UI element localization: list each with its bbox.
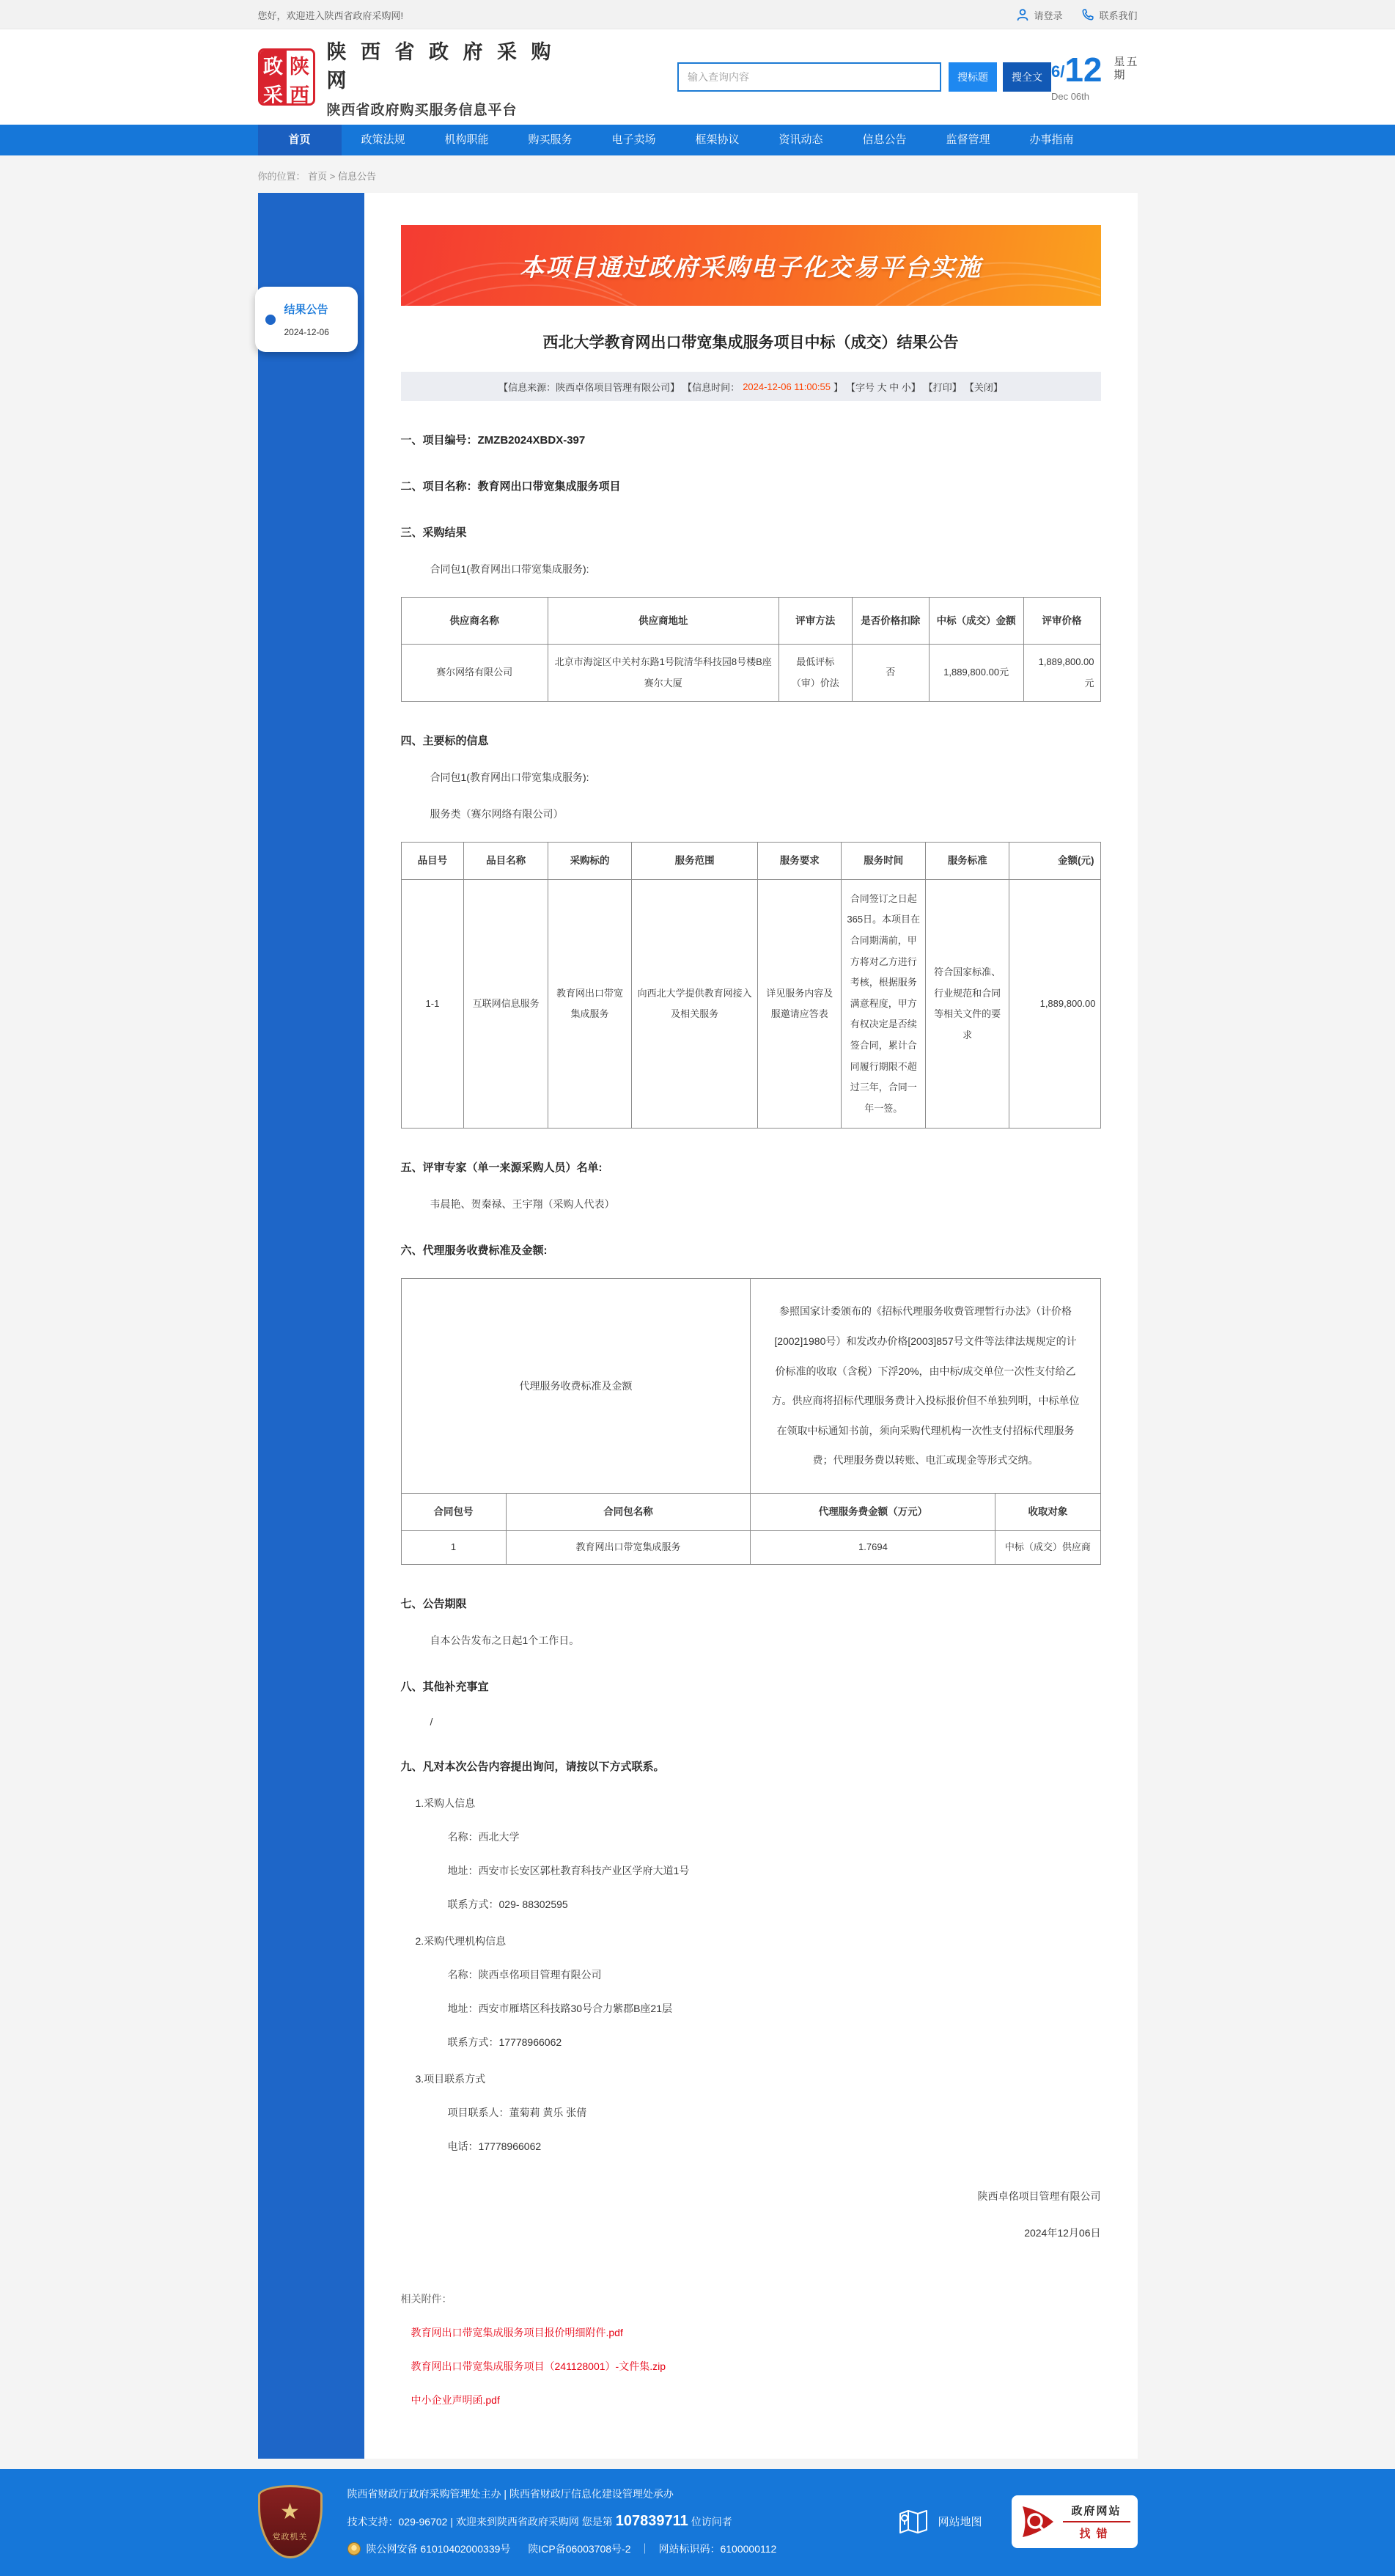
table-row bbox=[401, 879, 1100, 1129]
close-button[interactable]: 【关闭】 bbox=[964, 381, 1003, 393]
section-4-service-class: 服务类（赛尔网络有限公司） bbox=[430, 808, 564, 821]
fee-payer: 中标（成交）供应商 bbox=[995, 1530, 1100, 1564]
footer-org-line: 陕西省财政厅政府采购管理处主办 | 陕西省财政厅信息化建设管理处承办 bbox=[347, 2488, 674, 2500]
error-badge-title: 政府网站 bbox=[1063, 2503, 1130, 2522]
package-name: 教育网出口带宽集成服务 bbox=[506, 1530, 751, 1564]
column-header: 采购标的 bbox=[548, 843, 631, 880]
print-button[interactable]: 【打印】 bbox=[923, 381, 962, 393]
breadcrumb-separator: > bbox=[329, 171, 336, 182]
agency-fee-table bbox=[401, 1278, 1101, 1564]
date-day: 12 bbox=[1064, 50, 1103, 89]
column-header: 代理服务费金额（万元） bbox=[751, 1493, 995, 1530]
site-footer bbox=[0, 2469, 1395, 2576]
column-header: 评审价格 bbox=[1023, 598, 1100, 645]
table-header-row bbox=[401, 1493, 1100, 1530]
agency-info-title: 2.采购代理机构信息 bbox=[415, 1934, 507, 1947]
nav-item-policies[interactable]: 政策法规 bbox=[361, 133, 405, 146]
column-header: 供应商地址 bbox=[548, 598, 779, 645]
breadcrumb-prefix: 你的位置： bbox=[257, 171, 306, 182]
site-logo bbox=[258, 48, 315, 106]
phone-icon bbox=[1081, 8, 1094, 21]
column-header: 品目名称 bbox=[464, 843, 548, 880]
public-security-filing[interactable]: 陕公网安备 61010402000339号 bbox=[366, 2543, 511, 2555]
footer-support-suffix: 位访问者 bbox=[691, 2515, 732, 2528]
site-identification-code: 网站标识码：6100000112 bbox=[658, 2543, 777, 2555]
breadcrumb-home-link[interactable]: 首页 bbox=[308, 171, 328, 182]
service-scope: 向西北大学提供教育网接入及相关服务 bbox=[632, 879, 758, 1129]
welcome-text: 您好，欢迎进入陕西省政府采购网! bbox=[257, 10, 404, 21]
fee-amount: 1.7694 bbox=[751, 1530, 995, 1564]
supplier-name: 赛尔网络有限公司 bbox=[401, 645, 548, 702]
column-header: 服务时间 bbox=[842, 843, 925, 880]
column-header: 是否价格扣除 bbox=[852, 598, 929, 645]
section-5-heading: 五、评审专家（单一来源采购人员）名单: bbox=[400, 1162, 603, 1175]
attachments-section bbox=[401, 2291, 1101, 2407]
platform-banner bbox=[401, 225, 1101, 306]
column-header: 品目号 bbox=[401, 843, 464, 880]
table-header-row bbox=[401, 843, 1100, 880]
column-header: 收取对象 bbox=[995, 1493, 1100, 1530]
package-number: 1 bbox=[401, 1530, 506, 1564]
nav-item-purchase-services[interactable]: 购买服务 bbox=[528, 133, 573, 146]
section-4-package: 合同包1(教育网出口带宽集成服务): bbox=[430, 771, 589, 784]
section-3-package: 合同包1(教育网出口带宽集成服务): bbox=[430, 563, 589, 575]
section-6-heading: 六、代理服务收费标准及金额: bbox=[400, 1244, 548, 1258]
table-row bbox=[401, 1530, 1100, 1564]
column-header: 服务要求 bbox=[758, 843, 842, 880]
date-weekday: 星期五 bbox=[1112, 55, 1138, 82]
main-content bbox=[258, 193, 1138, 2459]
sidebar-tag-result-notice[interactable] bbox=[255, 287, 358, 352]
error-report-icon bbox=[1019, 2503, 1057, 2541]
review-method: 最低评标（审）价法 bbox=[779, 645, 852, 702]
table-row bbox=[401, 645, 1100, 702]
column-header: 中标（成交）金额 bbox=[929, 598, 1023, 645]
footer-divider: ｜ bbox=[639, 2543, 650, 2555]
nav-item-framework[interactable]: 框架协议 bbox=[695, 133, 740, 146]
date-month: 6/ bbox=[1050, 62, 1065, 81]
fee-standard-label: 代理服务收费标准及金额 bbox=[401, 1279, 751, 1494]
expert-list: 韦晨艳、贺秦禄、王宇翔（采购人代表） bbox=[430, 1198, 615, 1211]
party-government-badge bbox=[258, 2485, 323, 2558]
search-input[interactable] bbox=[677, 62, 941, 92]
sitemap-link[interactable] bbox=[898, 2509, 982, 2535]
signature-org: 陕西卓佲项目管理有限公司 bbox=[977, 2190, 1101, 2202]
meta-time-label: 【信息时间： bbox=[682, 381, 740, 393]
section-8-heading: 八、其他补充事宜 bbox=[400, 1680, 489, 1693]
column-header: 服务标准 bbox=[925, 843, 1009, 880]
column-header: 供应商名称 bbox=[401, 598, 548, 645]
font-size-control[interactable]: 【字号 大 中 小】 bbox=[845, 381, 921, 393]
item-number: 1-1 bbox=[401, 879, 464, 1129]
attachment-link-sme-declaration-pdf[interactable]: 中小企业声明函.pdf bbox=[411, 2393, 500, 2406]
star-icon: ★ bbox=[280, 2499, 300, 2524]
sitemap-label: 网站地图 bbox=[938, 2516, 982, 2529]
login-label: 请登录 bbox=[1034, 10, 1063, 21]
agency-phone: 联系方式：17778966062 bbox=[447, 2036, 562, 2048]
search-bar bbox=[677, 62, 1051, 92]
breadcrumb-current-link[interactable]: 信息公告 bbox=[338, 171, 377, 182]
purchaser-phone: 联系方式：029- 88302595 bbox=[447, 1898, 568, 1910]
fee-standard-row bbox=[401, 1279, 1100, 1494]
column-header: 合同包号 bbox=[401, 1493, 506, 1530]
section-7-heading: 七、公告期限 bbox=[400, 1597, 467, 1610]
main-nav bbox=[0, 125, 1395, 155]
column-header: 评审方法 bbox=[779, 598, 852, 645]
breadcrumb bbox=[258, 155, 1138, 193]
sidebar-tag-date: 2024-12-06 bbox=[284, 327, 329, 337]
service-standard: 符合国家标准、行业规范和合同等相关文件的要求 bbox=[925, 879, 1009, 1129]
section-3-heading: 三、采购结果 bbox=[400, 526, 467, 539]
attachment-link-quotation-pdf[interactable]: 教育网出口带宽集成服务项目报价明细附件.pdf bbox=[411, 2326, 623, 2338]
column-header: 服务范围 bbox=[632, 843, 758, 880]
nav-item-home[interactable]: 首页 bbox=[258, 125, 342, 155]
purchaser-info-title: 1.采购人信息 bbox=[415, 1797, 476, 1809]
dot-icon bbox=[265, 315, 276, 325]
award-amount: 1,889,800.00元 bbox=[929, 645, 1023, 702]
project-contact-phone: 电话：17778966062 bbox=[447, 2140, 542, 2152]
purchaser-address: 地址：西安市长安区郭杜教育科技产业区学府大道1号 bbox=[447, 1864, 690, 1876]
site-subtitle: 陕西省政府购买服务信息平台 bbox=[326, 102, 518, 118]
section-4-heading: 四、主要标的信息 bbox=[400, 735, 489, 748]
user-icon bbox=[1016, 8, 1029, 21]
icp-filing[interactable]: 陕ICP备06003708号-2 bbox=[528, 2543, 631, 2555]
service-period: 合同签订之日起365日。本项目在合同期满前，甲方将对乙方进行考核，根据服务满意程度，甲方有权决定是否续签合同，累计合同履行期限不超过三年，合同一年一签。 bbox=[842, 879, 925, 1129]
nav-item-supervision[interactable]: 监督管理 bbox=[946, 133, 990, 146]
sidebar-tag-title: 结果公告 bbox=[284, 304, 328, 316]
price-deduction: 否 bbox=[852, 645, 929, 702]
login-link[interactable] bbox=[1016, 8, 1062, 22]
procurement-subject: 教育网出口带宽集成服务 bbox=[548, 879, 631, 1129]
visitor-count: 107839711 bbox=[615, 2513, 688, 2530]
article-panel bbox=[364, 193, 1138, 2459]
agency-name: 名称：陕西卓佲项目管理有限公司 bbox=[447, 1968, 602, 1981]
meta-time-close: 】 bbox=[833, 381, 843, 393]
map-icon bbox=[898, 2509, 929, 2535]
supplier-address: 北京市海淀区中关村东路1号院清华科技园8号楼B座赛尔大厦 bbox=[548, 645, 779, 702]
gov-site-error-report-badge[interactable] bbox=[1012, 2495, 1138, 2548]
nav-item-announcements[interactable]: 信息公告 bbox=[862, 133, 907, 146]
project-contact-persons: 项目联系人：董菊莉 黄乐 张倩 bbox=[447, 2106, 587, 2118]
police-badge-icon bbox=[347, 2542, 361, 2555]
notice-period: 自本公告发布之日起1个工作日。 bbox=[430, 1634, 580, 1646]
agency-address: 地址：西安市雁塔区科技路30号合力紫郡B座21层 bbox=[447, 2002, 672, 2014]
error-badge-subtitle: 找错 bbox=[1079, 2527, 1114, 2540]
signature-date: 2024年12月06日 bbox=[1024, 2226, 1101, 2239]
bid-subject-table bbox=[401, 842, 1101, 1129]
column-header: 金额(元) bbox=[1009, 843, 1100, 880]
attachment-link-fileset-zip[interactable]: 教育网出口带宽集成服务项目（241128001）-文件集.zip bbox=[411, 2360, 666, 2372]
contact-label: 联系我们 bbox=[1099, 10, 1138, 21]
amount: 1,889,800.00 bbox=[1009, 879, 1100, 1129]
review-price: 1,889,800.00元 bbox=[1023, 645, 1100, 702]
section-2-project-name: 二、项目名称：教育网出口带宽集成服务项目 bbox=[400, 480, 621, 493]
meta-time-value: 2024-12-06 11:00:55 bbox=[743, 381, 831, 392]
article-meta-bar bbox=[401, 372, 1101, 401]
signature-block bbox=[401, 2189, 1101, 2240]
date-english: Dec 06th bbox=[1050, 90, 1090, 102]
site-header bbox=[0, 29, 1395, 125]
service-requirement: 详见服务内容及服邀请应答表 bbox=[758, 879, 842, 1129]
banner-text: 本项目通过政府采购电子化交易平台实施 bbox=[520, 253, 982, 281]
logo-char-2: 陕 bbox=[287, 51, 313, 79]
search-title-button[interactable]: 搜标题 bbox=[949, 62, 997, 92]
left-sidebar bbox=[258, 193, 364, 2459]
article-title: 西北大学教育网出口带宽集成服务项目中标（成交）结果公告 bbox=[542, 334, 959, 351]
fee-standard-description: 参照国家计委颁布的《招标代理服务收费管理暂行办法》（计价格[2002]1980号）和发改办价格[2003]857号文件等法律法规规定的计价标准的收取（含税）下浮20%，由中标/成交单位一次性支付给乙方。供应商将招标代理服务费计入投标报价但不单独列明，中标单位在领取中标通知书前，须向采购代理机构一次性支付招标代理服务费；代理服务费以转账、电汇或现金等形式交纳。 bbox=[751, 1279, 1100, 1494]
attachments-label: 相关附件： bbox=[400, 2292, 452, 2305]
top-utility-bar bbox=[0, 0, 1395, 29]
nav-item-functions[interactable]: 机构职能 bbox=[444, 133, 489, 146]
section-9-heading: 九、凡对本次公告内容提出询问，请按以下方式联系。 bbox=[400, 1760, 665, 1773]
date-display bbox=[1050, 50, 1138, 102]
logo-char-4: 西 bbox=[287, 79, 313, 106]
contact-link[interactable] bbox=[1081, 8, 1137, 22]
nav-item-e-mall[interactable]: 电子卖场 bbox=[611, 133, 656, 146]
section-1-project-number: 一、项目编号：ZMZB2024XBDX-397 bbox=[400, 434, 586, 447]
footer-support-prefix: 技术支持：029-96702 | 欢迎来到陕西省政府采购网 您是第 bbox=[347, 2515, 613, 2528]
meta-source: 【信息来源：陕西卓佲项目管理有限公司】 bbox=[498, 381, 680, 393]
item-name: 互联网信息服务 bbox=[464, 879, 548, 1129]
badge-label: 党政机关 bbox=[272, 2532, 308, 2542]
nav-item-guide[interactable]: 办事指南 bbox=[1029, 133, 1074, 146]
site-name: 陕 西 省 政 府 采 购 网 bbox=[326, 40, 556, 92]
procurement-result-table bbox=[401, 597, 1101, 702]
search-fulltext-button[interactable]: 搜全文 bbox=[1003, 62, 1051, 92]
logo-char-3: 采 bbox=[260, 79, 287, 106]
logo-char-1: 政 bbox=[260, 51, 287, 79]
supplementary-matters: / bbox=[430, 1715, 433, 1728]
project-contact-title: 3.项目联系方式 bbox=[415, 2072, 486, 2085]
purchaser-name: 名称：西北大学 bbox=[447, 1830, 520, 1843]
table-header-row bbox=[401, 598, 1100, 645]
column-header: 合同包名称 bbox=[506, 1493, 751, 1530]
nav-item-news[interactable]: 资讯动态 bbox=[779, 133, 823, 146]
